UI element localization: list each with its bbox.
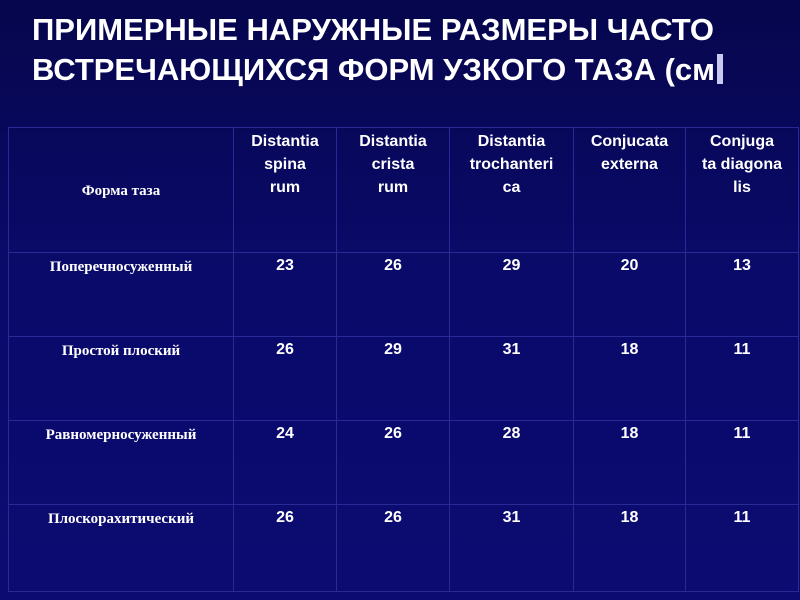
cell-conjugata-diagonalis: 13	[686, 253, 799, 337]
header-distantia-cristarum: Distantia crista rum	[337, 128, 450, 253]
cell-distantia-spinarum: 26	[234, 505, 337, 592]
row-pelvis-form: Плоскорахитический	[9, 505, 234, 592]
cell-distantia-cristarum: 29	[337, 337, 450, 421]
table-row	[9, 337, 799, 421]
row-pelvis-form: Равномерносуженный	[9, 421, 234, 505]
table-row	[9, 421, 799, 505]
table-row	[9, 253, 799, 337]
header-distantia-spinarum: Distantia spina rum	[234, 128, 337, 253]
cell-distantia-trochanterica: 29	[450, 253, 574, 337]
slide-title-line-2-text: ВСТРЕЧАЮЩИХСЯ ФОРМ УЗКОГО ТАЗА (см	[32, 52, 716, 87]
header-conjugata-diagonalis: Conjuga ta diagona lis	[686, 128, 799, 253]
slide-title-line-2	[32, 50, 772, 90]
cell-distantia-trochanterica: 31	[450, 337, 574, 421]
cell-conjugata-diagonalis: 11	[686, 505, 799, 592]
cell-conjugata-externa: 18	[574, 505, 686, 592]
cell-conjugata-externa: 18	[574, 337, 686, 421]
table-header-row	[9, 128, 799, 253]
row-pelvis-form: Поперечносуженный	[9, 253, 234, 337]
cell-distantia-trochanterica: 28	[450, 421, 574, 505]
cell-distantia-cristarum: 26	[337, 253, 450, 337]
cell-distantia-trochanterica: 31	[450, 505, 574, 592]
cell-conjugata-diagonalis: 11	[686, 337, 799, 421]
pelvis-dimensions-table	[8, 127, 799, 592]
cell-distantia-spinarum: 26	[234, 337, 337, 421]
cell-distantia-cristarum: 26	[337, 421, 450, 505]
table-row	[9, 505, 799, 592]
cell-conjugata-externa: 20	[574, 253, 686, 337]
slide-title-line-1: ПРИМЕРНЫЕ НАРУЖНЫЕ РАЗМЕРЫ ЧАСТО	[32, 12, 714, 47]
header-pelvis-form: Форма таза	[9, 128, 234, 253]
cell-conjugata-externa: 18	[574, 421, 686, 505]
row-pelvis-form: Простой плоский	[9, 337, 234, 421]
slide-title	[32, 10, 772, 90]
cell-distantia-spinarum: 24	[234, 421, 337, 505]
cell-distantia-cristarum: 26	[337, 505, 450, 592]
cell-distantia-spinarum: 23	[234, 253, 337, 337]
header-distantia-trochanterica: Distantia trochanteri ca	[450, 128, 574, 253]
header-conjugata-externa: Conjucata externa	[574, 128, 686, 253]
title-paren-fragment	[717, 54, 723, 84]
cell-conjugata-diagonalis: 11	[686, 421, 799, 505]
